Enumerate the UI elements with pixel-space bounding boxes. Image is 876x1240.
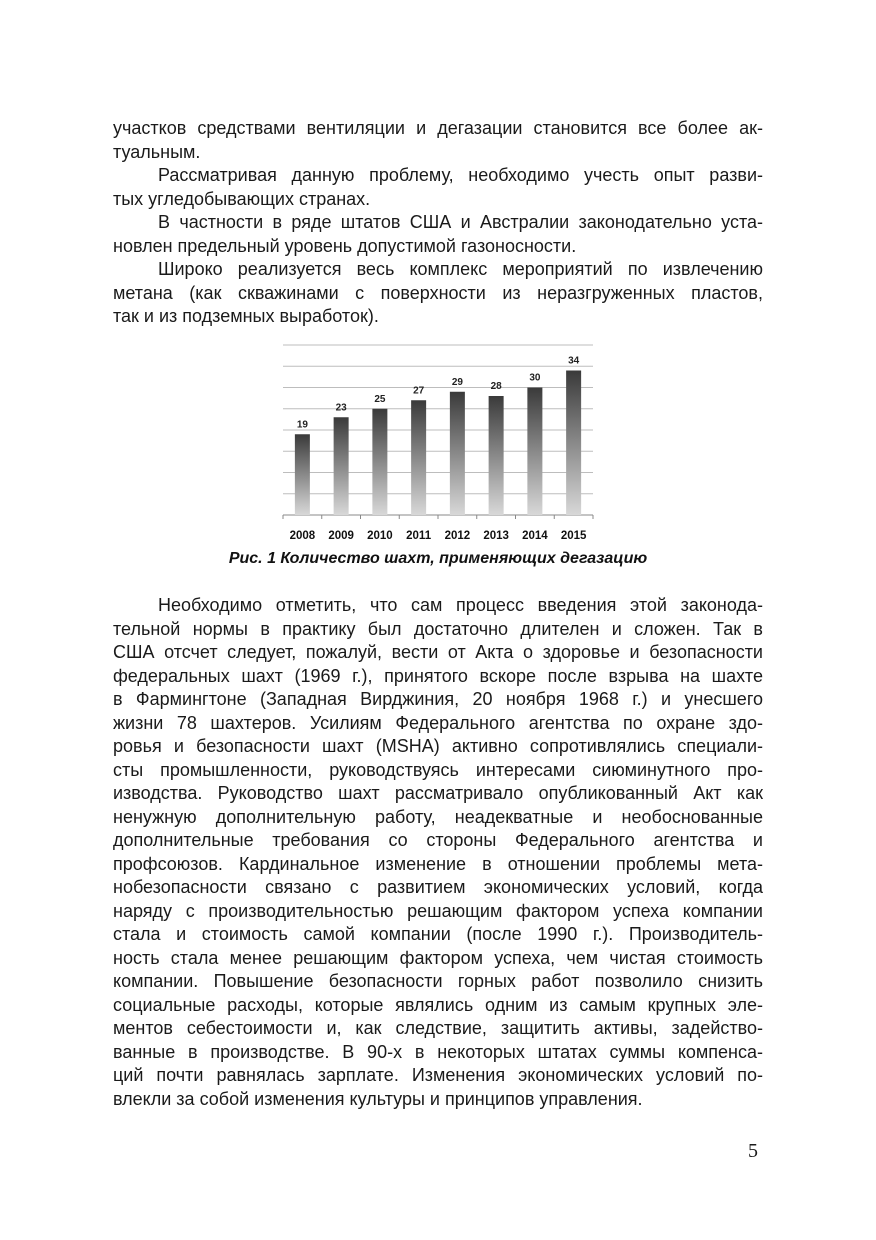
paragraph <box>113 211 763 258</box>
x-tick-label: 2014 <box>522 530 548 542</box>
x-tick-label: 2012 <box>444 530 471 542</box>
text-line: новлен предельный уровень допустимой газоносности. <box>113 235 577 256</box>
x-tick-label: 2015 <box>560 530 587 542</box>
text-line: изводства. Руководство шахт рассматривало опубликованный Акт как <box>113 783 763 803</box>
data-label: 25 <box>374 393 386 405</box>
text-line: сты промышленности, руководствуясь интересами сиюминутного про- <box>113 759 763 780</box>
text-line: ненужную дополнительную работу, неадекватные и необоснованные <box>113 806 763 827</box>
text-line: США отсчет следует, пожалуй, вести от Акта о здоровье и безопасности <box>113 642 763 662</box>
intro-text <box>113 117 763 329</box>
data-label: 28 <box>490 381 502 392</box>
bar-2011 <box>411 400 426 515</box>
text-line: так и из подземных выработок). <box>113 306 379 326</box>
text-line: туальным. <box>113 141 201 162</box>
text-line: ность стала менее решающим фактором успеха, чем чистая стоимость <box>113 947 763 968</box>
text-line: профсоюзов. Кардинальное изменение в отношении проблемы мета- <box>113 853 763 874</box>
text-line: наряду с производительностью решающим фактором успеха компании <box>113 900 763 921</box>
x-tick-label: 2011 <box>406 530 432 542</box>
text-line: компании. Повышение безопасности горных работ позволило снизить <box>113 971 763 991</box>
x-tick-label: 2008 <box>289 530 316 542</box>
bar-2012 <box>450 392 465 515</box>
text-line: в Фармингтоне (Западная Вирджиния, 20 ноября 1968 г.) и унесшего <box>113 689 763 709</box>
data-label: 23 <box>335 402 347 414</box>
x-tick-label: 2010 <box>367 530 393 542</box>
text-line: метана (как скважинами с поверхности из неразгруженных пластов, <box>113 282 763 303</box>
text-line: ментов себестоимости и, как следствие, защитить активы, задейство- <box>113 1018 763 1038</box>
x-tick-label: 2009 <box>328 530 354 542</box>
text-line: участков средствами вентиляции и дегазации становится все более ак- <box>113 118 763 138</box>
bar-2008 <box>295 434 310 515</box>
text-line: ровья и безопасности шахт (MSHA) активно сопротивлялись специали- <box>113 736 763 756</box>
figure-caption: Рис. 1 Количество шахт, применяющих дегазацию <box>228 550 648 567</box>
text-line: стала и стоимость самой компании (после 1990 г.). Производитель- <box>113 924 763 944</box>
data-label: 27 <box>413 385 425 397</box>
text-line: нобезопасности связано с развитием экономических условий, когда <box>113 877 763 897</box>
bar-2013 <box>489 396 504 515</box>
page-number: 5 <box>748 1140 758 1162</box>
text-line: дополнительные требования со стороны Федерального агентства и <box>113 830 763 850</box>
bar-2009 <box>334 417 349 515</box>
paragraph <box>113 594 763 1111</box>
data-label: 30 <box>529 372 541 384</box>
text-line: Широко реализуется весь комплекс мероприятий по извлечению <box>158 259 763 279</box>
paragraph <box>113 117 763 164</box>
degasification-bar-chart <box>270 335 610 575</box>
x-tick-label: 2013 <box>483 530 509 542</box>
bar-2015 <box>566 371 581 516</box>
text-line: В частности в ряде штатов США и Австралии законодательно уста- <box>158 212 763 232</box>
body-text <box>113 594 763 1111</box>
text-line: влекли за собой изменения культуры и принципов управления. <box>113 1088 643 1109</box>
data-label: 29 <box>451 376 463 388</box>
text-line: тых угледобывающих странах. <box>113 188 371 209</box>
text-line: тельной нормы в практику был достаточно длителен и сложен. Так в <box>113 618 763 639</box>
paragraph <box>113 164 763 211</box>
text-line: Необходимо отметить, что сам процесс введения этой законода- <box>158 595 763 615</box>
data-label: 34 <box>568 355 580 367</box>
data-label: 19 <box>296 419 308 431</box>
bar-2014 <box>527 388 542 516</box>
text-line: жизни 78 шахтеров. Усилиям Федерального агентства по охране здо- <box>113 712 763 733</box>
text-line: социальные расходы, которые являлись одним из самым крупных эле- <box>113 994 763 1015</box>
text-line: ций почти равнялась зарплате. Изменения экономических условий по- <box>113 1065 763 1085</box>
text-line: федеральных шахт (1969 г.), принятого вскоре после взрыва на шахте <box>113 665 763 686</box>
text-line: Рассматривая данную проблему, необходимо учесть опыт разви- <box>158 165 763 185</box>
paragraph <box>113 258 763 329</box>
bar-2010 <box>372 409 387 515</box>
text-line: ванные в производстве. В 90-х в некоторых штатах суммы компенса- <box>113 1041 763 1062</box>
